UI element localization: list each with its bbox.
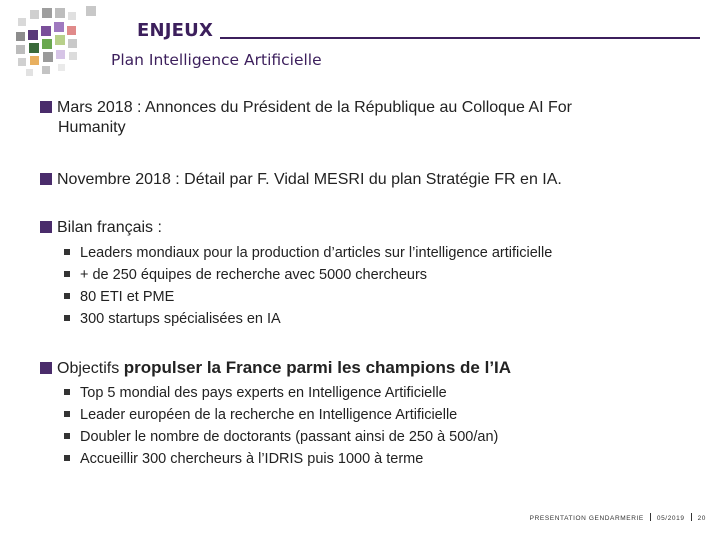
list-item: 80 ETI et PME: [64, 286, 552, 308]
section-heading: Objectifs: [57, 360, 120, 377]
list-item: 300 startups spécialisées en IA: [64, 308, 552, 330]
section-heading: Bilan français :: [57, 219, 162, 236]
section-text: Mars 2018 : Annonces du Président de la République au Colloque AI For: [57, 99, 572, 116]
square-bullet-icon: [64, 411, 70, 417]
footer-org: PRESENTATION GENDARMERIE: [529, 515, 644, 522]
list-item: Doubler le nombre de doctorants (passant ainsi de 250 à 500/an): [64, 426, 498, 448]
list-item: Top 5 mondial des pays experts en Intelligence Artificielle: [64, 382, 498, 404]
square-bullet-icon: [40, 362, 52, 374]
mosaic-logo-icon: [8, 4, 104, 80]
objectifs-list: [64, 382, 498, 470]
square-bullet-icon: [64, 271, 70, 277]
page-title: ENJEUX: [137, 20, 214, 41]
square-bullet-icon: [64, 293, 70, 299]
section-novembre-2018: [40, 170, 562, 190]
section-mars-2018: [40, 98, 572, 138]
square-bullet-icon: [40, 101, 52, 113]
section-objectifs: [40, 358, 511, 379]
section-heading-emphasis: propulser la France parmi les champions de l’IA: [123, 358, 512, 377]
page-footer: [530, 513, 706, 522]
title-divider: [220, 37, 700, 39]
square-bullet-icon: [64, 249, 70, 255]
bilan-list: [64, 242, 552, 330]
square-bullet-icon: [64, 455, 70, 461]
section-bilan-francais: [40, 218, 162, 238]
square-bullet-icon: [40, 221, 52, 233]
section-text-continued: Humanity: [58, 119, 126, 136]
list-item: Leader européen de la recherche en Intelligence Artificielle: [64, 404, 498, 426]
list-item: + de 250 équipes de recherche avec 5000 chercheurs: [64, 264, 552, 286]
footer-date: 05/2019: [656, 515, 685, 522]
section-text: Novembre 2018 : Détail par F. Vidal MESRI du plan Stratégie FR en IA.: [57, 171, 562, 188]
square-bullet-icon: [64, 433, 70, 439]
page-number: 20: [697, 515, 706, 522]
list-item: Accueillir 300 chercheurs à l’IDRIS puis 1000 à terme: [64, 448, 498, 470]
page-subtitle: Plan Intelligence Artificielle: [111, 51, 322, 69]
footer-separator: [650, 513, 651, 521]
square-bullet-icon: [40, 173, 52, 185]
square-bullet-icon: [64, 389, 70, 395]
square-bullet-icon: [64, 315, 70, 321]
list-item: Leaders mondiaux pour la production d’articles sur l’intelligence artificielle: [64, 242, 552, 264]
footer-separator: [691, 513, 692, 521]
